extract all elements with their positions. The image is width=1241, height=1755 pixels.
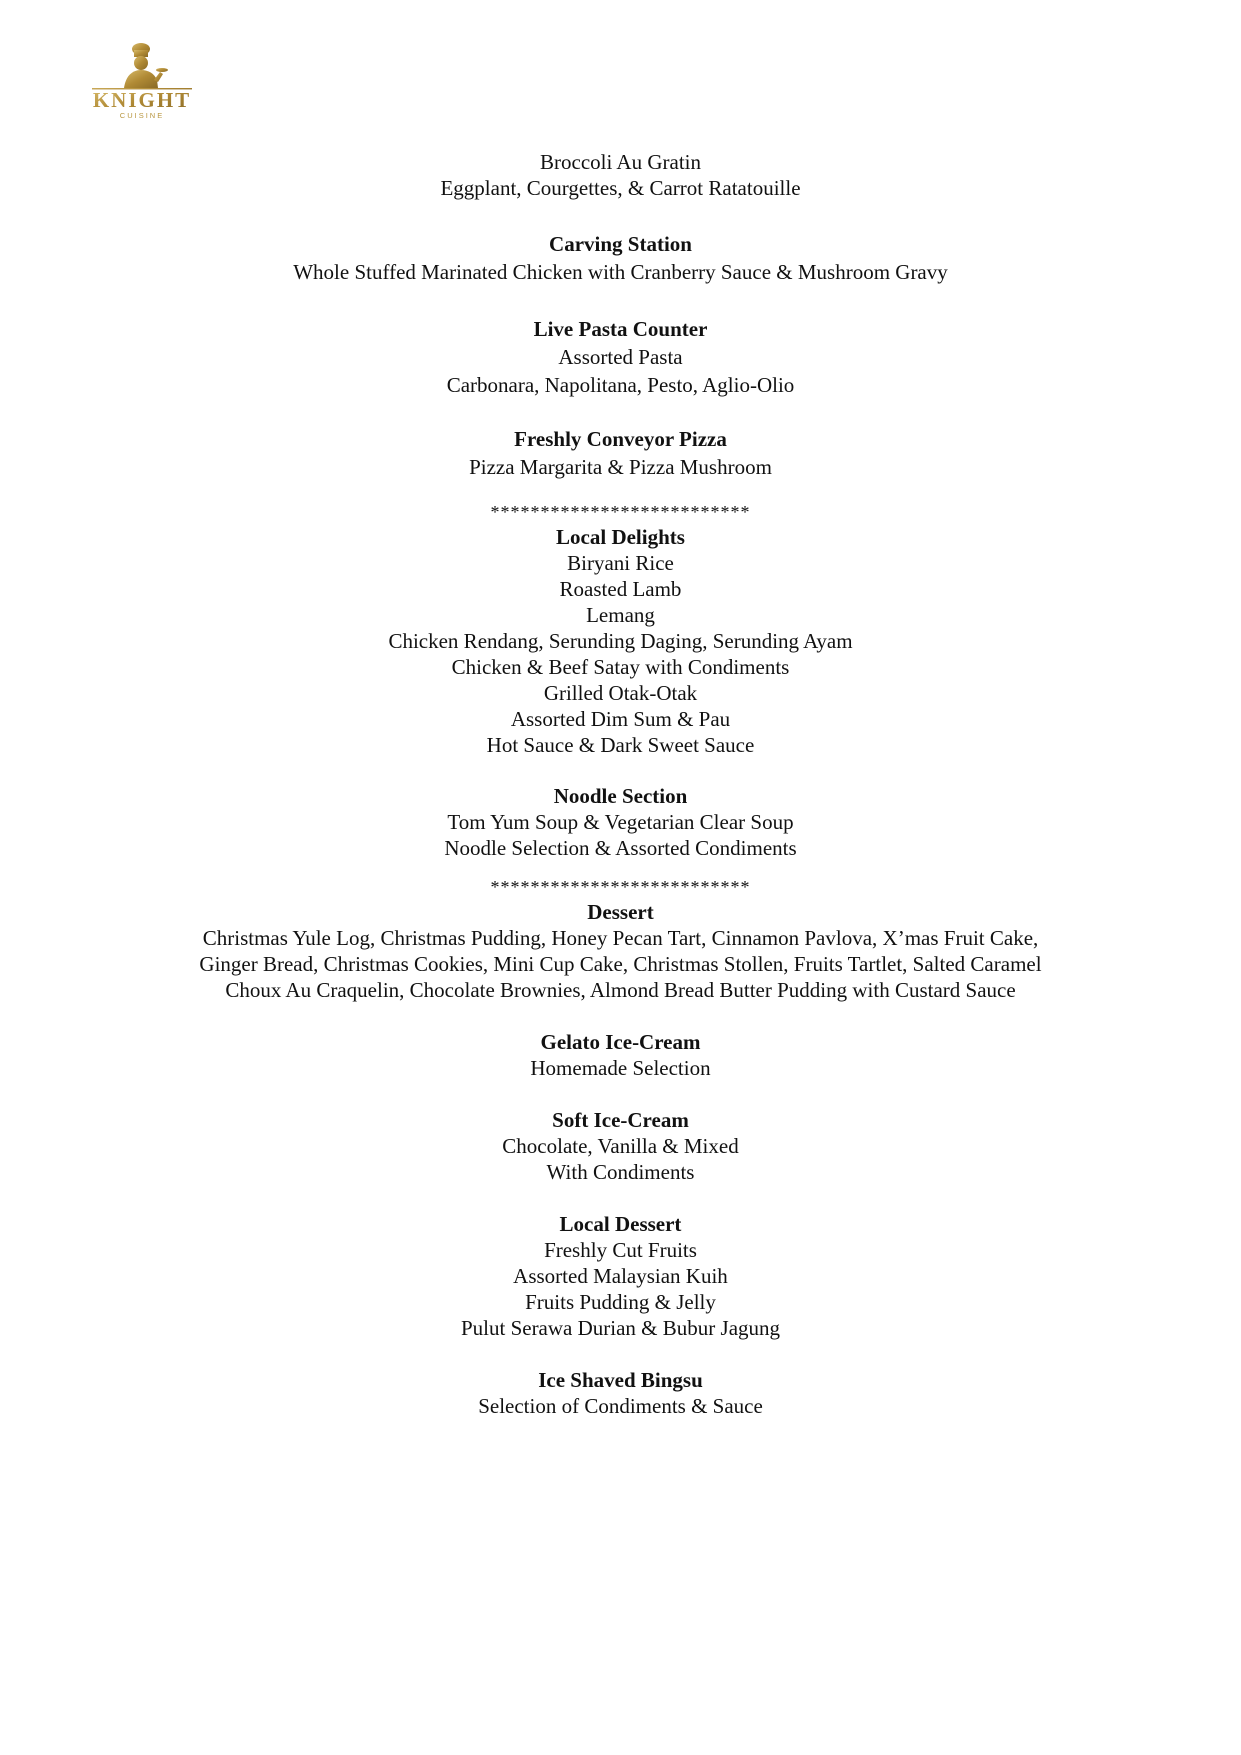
menu-item: Roasted Lamb [559, 577, 682, 601]
menu-item: Whole Stuffed Marinated Chicken with Cranberry Sauce & Mushroom Gravy [293, 260, 948, 284]
menu-item: Noodle Selection & Assorted Condiments [444, 836, 797, 860]
svg-text:KNIGHT: KNIGHT [92, 88, 192, 112]
divider-stars: ************************** [490, 877, 751, 897]
menu-item: Chocolate, Vanilla & Mixed [502, 1134, 739, 1158]
menu-item: Fruits Pudding & Jelly [525, 1290, 716, 1314]
menu-item: Pulut Serawa Durian & Bubur Jagung [460, 1316, 781, 1340]
section-heading-local-dessert: Local Dessert [559, 1212, 682, 1236]
dessert-line: Ginger Bread, Christmas Cookies, Mini Cup Cake, Christmas Stollen, Fruits Tartlet, Salted Caramel [199, 952, 1042, 976]
chef-logo-icon [88, 40, 196, 130]
menu-item: Lemang [586, 603, 655, 627]
section-heading-dessert: Dessert [587, 900, 654, 924]
menu-item: Chicken & Beef Satay with Condiments [451, 655, 790, 679]
menu-item: Eggplant, Courgettes, & Carrot Ratatouille [440, 176, 801, 200]
menu-item: Chicken Rendang, Serunding Daging, Serunding Ayam [388, 629, 853, 653]
dessert-line: Choux Au Craquelin, Chocolate Brownies, Almond Bread Butter Pudding with Custard Sauce [225, 978, 1016, 1002]
section-heading-local: Local Delights [556, 525, 685, 549]
menu-item: Tom Yum Soup & Vegetarian Clear Soup [447, 810, 794, 834]
menu-item: Grilled Otak-Otak [543, 681, 698, 705]
menu-item: Biryani Rice [567, 551, 674, 575]
section-heading-pizza: Freshly Conveyor Pizza [514, 427, 727, 451]
section-heading-carving: Carving Station [549, 232, 692, 256]
section-heading-soft-ice-cream: Soft Ice-Cream [552, 1108, 689, 1132]
svg-text:CUISINE: CUISINE [119, 111, 165, 120]
section-heading-pasta: Live Pasta Counter [533, 317, 708, 341]
menu-content [0, 149, 1241, 1419]
section-heading-gelato: Gelato Ice-Cream [540, 1030, 701, 1054]
menu-item: Assorted Malaysian Kuih [513, 1264, 728, 1288]
menu-item: Assorted Dim Sum & Pau [510, 707, 731, 731]
section-heading-bingsu: Ice Shaved Bingsu [538, 1368, 703, 1392]
menu-item: Selection of Condiments & Sauce [478, 1394, 763, 1418]
knight-cuisine-logo [88, 40, 196, 130]
menu-item: Homemade Selection [530, 1056, 711, 1080]
menu-item: With Condiments [546, 1160, 695, 1184]
dessert-line: Christmas Yule Log, Christmas Pudding, Honey Pecan Tart, Cinnamon Pavlova, X’mas Fruit Cake, [202, 926, 1039, 950]
menu-item: Broccoli Au Gratin [540, 150, 701, 174]
divider-stars: ************************** [490, 502, 751, 522]
menu-item: Carbonara, Napolitana, Pesto, Aglio-Olio [446, 373, 795, 397]
menu-item: Hot Sauce & Dark Sweet Sauce [486, 733, 755, 757]
menu-item: Pizza Margarita & Pizza Mushroom [469, 455, 772, 479]
section-heading-noodle: Noodle Section [553, 784, 688, 808]
menu-item: Assorted Pasta [558, 345, 683, 369]
menu-item: Freshly Cut Fruits [544, 1238, 697, 1262]
